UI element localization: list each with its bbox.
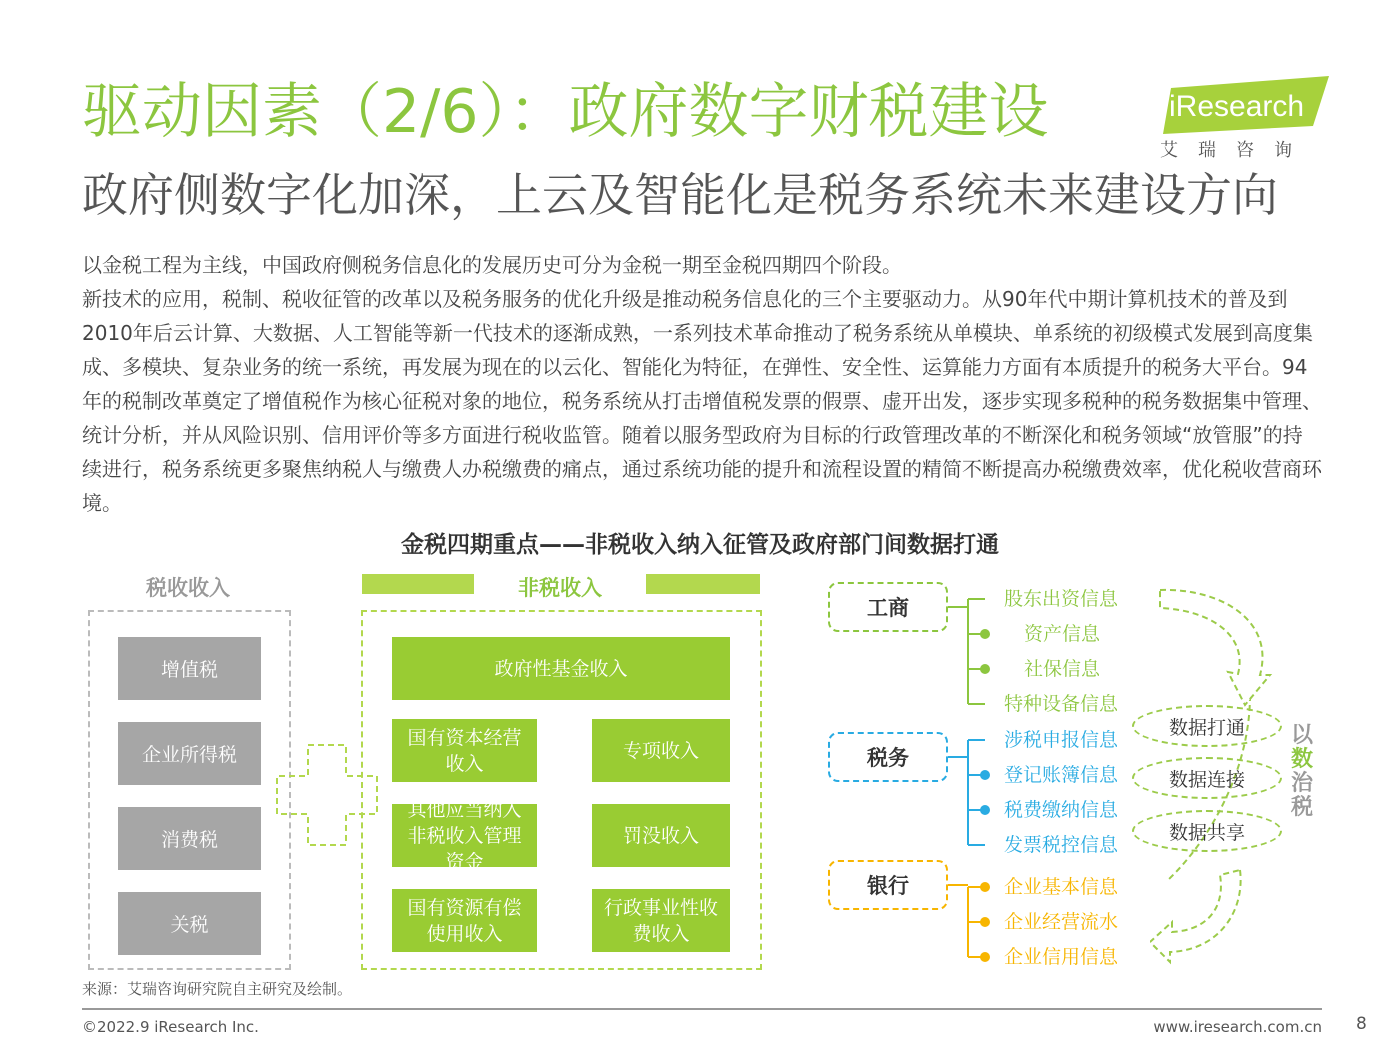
- nontax-item: 罚没收入: [592, 804, 730, 867]
- side-label-char: 税: [1290, 795, 1313, 820]
- tax-item: 消费税: [118, 807, 261, 870]
- copyright: ©2022.9 iResearch Inc.: [82, 1018, 259, 1036]
- nontax-item: 政府性基金收入: [392, 637, 730, 700]
- nontax-item: 专项收入: [592, 719, 730, 782]
- side-label-char: 数: [1290, 747, 1313, 772]
- gongshang-item: 资产信息: [1024, 623, 1101, 645]
- page-number: 8: [1356, 1014, 1367, 1034]
- nontax-header-bar-left: [362, 574, 474, 594]
- group-shuiwu: 税务: [828, 732, 948, 782]
- nontax-item: 其他应当纳入非税收入管理资金: [392, 804, 537, 867]
- yinhang-item: 企业经营流水: [1004, 911, 1119, 933]
- source-note: 来源：艾瑞咨询研究院自主研究及绘制。: [82, 980, 353, 998]
- nontax-item: 国有资源有偿使用收入: [392, 889, 537, 952]
- data-op-oval: 数据共享: [1132, 810, 1282, 852]
- website-link[interactable]: www.iresearch.com.cn: [1153, 1018, 1322, 1036]
- nontax-item: 行政事业性收费收入: [592, 889, 730, 952]
- iresearch-logo: [1163, 76, 1329, 134]
- tax-revenue-label: 税收收入: [146, 576, 230, 600]
- body-text: [82, 248, 1322, 520]
- tax-item: 增值税: [118, 637, 261, 700]
- shuiwu-item: 涉税申报信息: [1004, 729, 1119, 751]
- data-op-oval: 数据连接: [1132, 757, 1282, 799]
- logo-cn: 艾瑞咨询: [1160, 140, 1312, 161]
- logo-text: iResearch: [1169, 90, 1305, 123]
- gongshang-item: 社保信息: [1024, 658, 1101, 680]
- nontax-item: 国有资本经营收入: [392, 719, 537, 782]
- gongshang-item: 股东出资信息: [1004, 588, 1119, 610]
- body-paragraph-1: 以金税工程为主线，中国政府侧税务信息化的发展历史可分为金税一期至金税四期四个阶段。: [82, 253, 902, 277]
- arrow-left-icon: [1150, 870, 1241, 962]
- arrow-down-icon: [1160, 590, 1270, 705]
- tax-item: 企业所得税: [118, 722, 261, 785]
- tax-item: 关税: [118, 892, 261, 955]
- shuiwu-item: 税费缴纳信息: [1004, 799, 1119, 821]
- page-title: 驱动因素（2/6）：政府数字财税建设: [82, 77, 1049, 147]
- shuiwu-item: 发票税控信息: [1004, 834, 1119, 856]
- yinhang-item: 企业基本信息: [1004, 876, 1119, 898]
- page-subtitle: 政府侧数字化加深，上云及智能化是税务系统未来建设方向: [82, 168, 1278, 222]
- group-gongshang: 工商: [828, 582, 948, 632]
- nontax-revenue-label: 非税收入: [518, 576, 602, 600]
- gongshang-item: 特种设备信息: [1004, 693, 1119, 715]
- data-op-oval: 数据打通: [1132, 705, 1282, 747]
- group-yinhang: 银行: [828, 860, 948, 910]
- body-paragraph-2: 新技术的应用，税制、税收征管的改革以及税务服务的优化升级是推动税务信息化的三个主要驱动力。从90年代中期计算机技术的普及到2010年后云计算、大数据、人工智能等新一代技术的逐渐成熟，一系列技术革命推动了税务系统从单模块、单系统的初级模式发展到高度集成、多模块、复杂业务的统一系统，再发展为现在的以云化、智能化为特征，在弹性、安全性、运算能力方面有本质提升的税务大平台。94年的税制改革奠定了增值税作为核心征税对象的地位，税务系统从打击增值税发票的假票、虚开出发，逐步实现多税种的税务数据集中管理、统计分析，并从风险识别、信用评价等多方面进行税收监管。随着以服务型政府为目标的行政管理改革的不断深化和税务领域“放管服”的持续进行，税务系统更多聚焦纳税人与缴费人办税缴费的痛点，通过系统功能的提升和流程设置的精简不断提高办税缴费效率，优化税收营商环境。: [82, 287, 1322, 515]
- yinhang-item: 企业信用信息: [1004, 946, 1119, 968]
- footer-divider: [82, 1008, 1322, 1010]
- nontax-header-bar-right: [646, 574, 760, 594]
- shuiwu-item: 登记账簿信息: [1004, 764, 1119, 786]
- side-label-char: 治: [1290, 771, 1313, 796]
- side-label: [1288, 724, 1316, 820]
- diagram-title: 金税四期重点——非税收入纳入征管及政府部门间数据打通: [401, 532, 999, 558]
- side-label-char: 以: [1290, 723, 1313, 748]
